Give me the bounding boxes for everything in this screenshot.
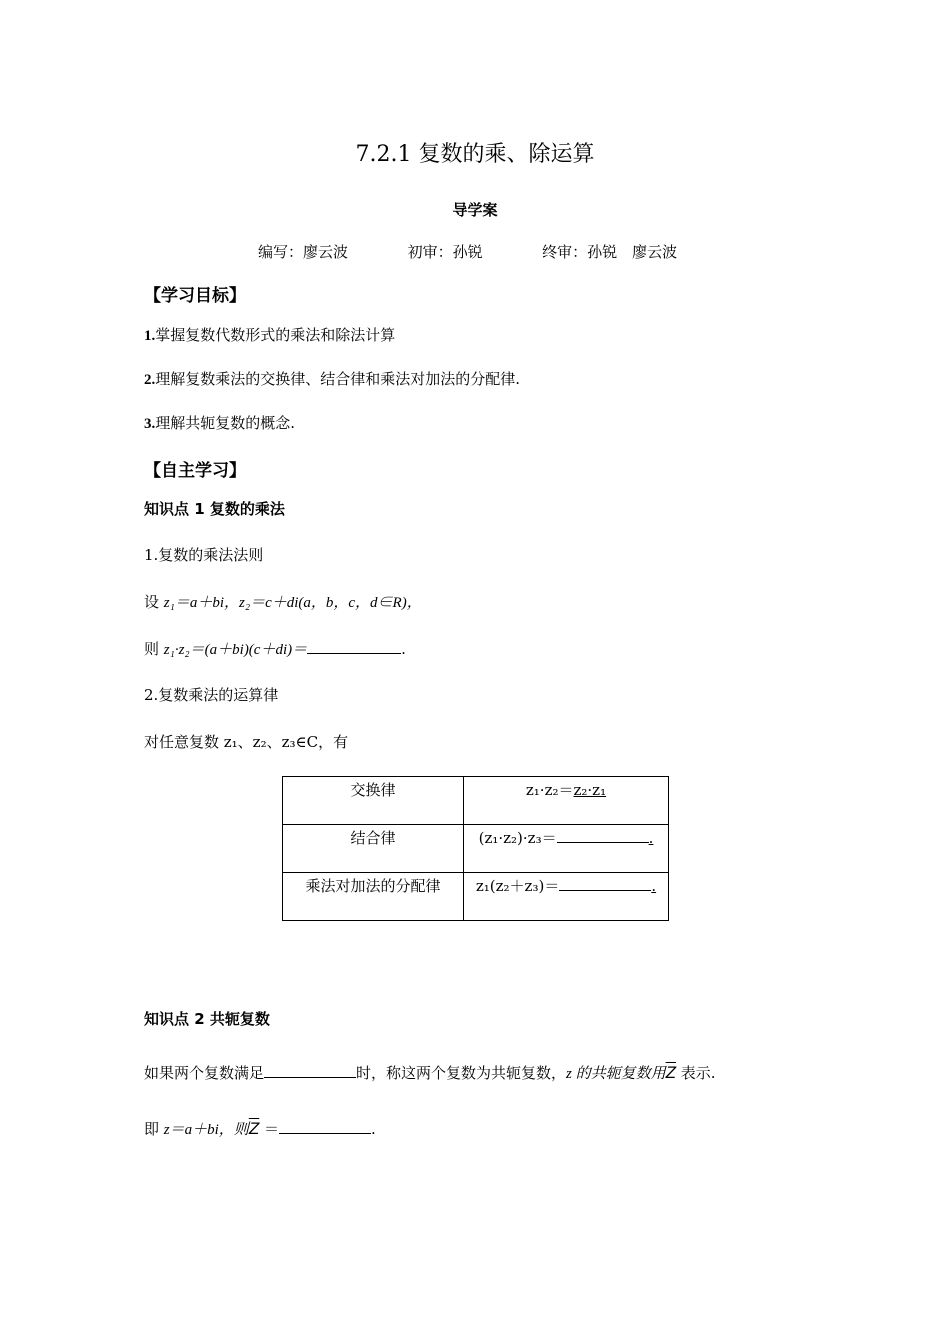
multiplication-rule-heading: 1.复数的乘法法则 [144,546,264,564]
laws-table [282,776,669,921]
author-writer: 编写：廖云波 [258,243,349,261]
law-formula: z₁(z₂＋z₃)＝ . [464,873,669,921]
author-first-review: 初审：孙锐 [407,243,483,261]
let-statement: 设 z₁＝a＋bi，z₂＝c＋di(a，b，c，d∈R)， [144,593,422,611]
answer-blank[interactable] [559,876,651,891]
table-row [283,777,669,825]
author-final-review: 终审：孙锐 廖云波 [542,243,678,261]
answer-blank[interactable] [307,639,401,654]
conjugate-symbol: $\overline{Z}$ [665,1063,677,1082]
then-statement: 则 z₁·z₂＝(a＋bi)(c＋di)＝ . [144,640,406,658]
law-formula: (z₁·z₂)·z₃＝ . [464,825,669,873]
page-title: 7.2.1 复数的乘、除运算 [355,142,595,167]
conjugate-definition: 如果两个复数满足 时，称这两个复数为共轭复数，z 的共轭复数用$\overline{Z}$ 表示. [144,1063,716,1082]
conjugate-symbol: $\overline{Z}$ [248,1119,260,1138]
answer-blank[interactable] [279,1119,371,1134]
self-study-heading: 【自主学习】 [144,461,246,481]
knowledge-point-2-title: 知识点 2 共轭复数 [144,1010,270,1028]
objective-item: 1.掌握复数代数形式的乘法和除法计算 [144,326,396,344]
objective-item: 2.理解复数乘法的交换律、结合律和乘法对加法的分配律. [144,370,521,388]
law-name: 交换律 [283,777,464,825]
law-formula: z₁·z₂＝z₂·z₁ [464,777,669,825]
for-any-statement: 对任意复数 z₁、z₂、z₃∈C，有 [144,733,349,751]
conjugate-example: 即 z＝a＋bi，则$\overline{Z}$ ＝ . [144,1119,376,1138]
law-name: 结合律 [283,825,464,873]
objectives-heading: 【学习目标】 [144,286,246,306]
objective-item: 3.理解共轭复数的概念. [144,414,296,432]
answer-blank[interactable] [557,828,649,843]
laws-heading: 2.复数乘法的运算律 [144,686,279,704]
law-name: 乘法对加法的分配律 [283,873,464,921]
answer-blank[interactable] [264,1063,356,1078]
knowledge-point-1-title: 知识点 1 复数的乘法 [144,500,285,518]
table-row [283,825,669,873]
page-subtitle: 导学案 [452,201,498,219]
authors-line [258,241,677,262]
table-row [283,873,669,921]
